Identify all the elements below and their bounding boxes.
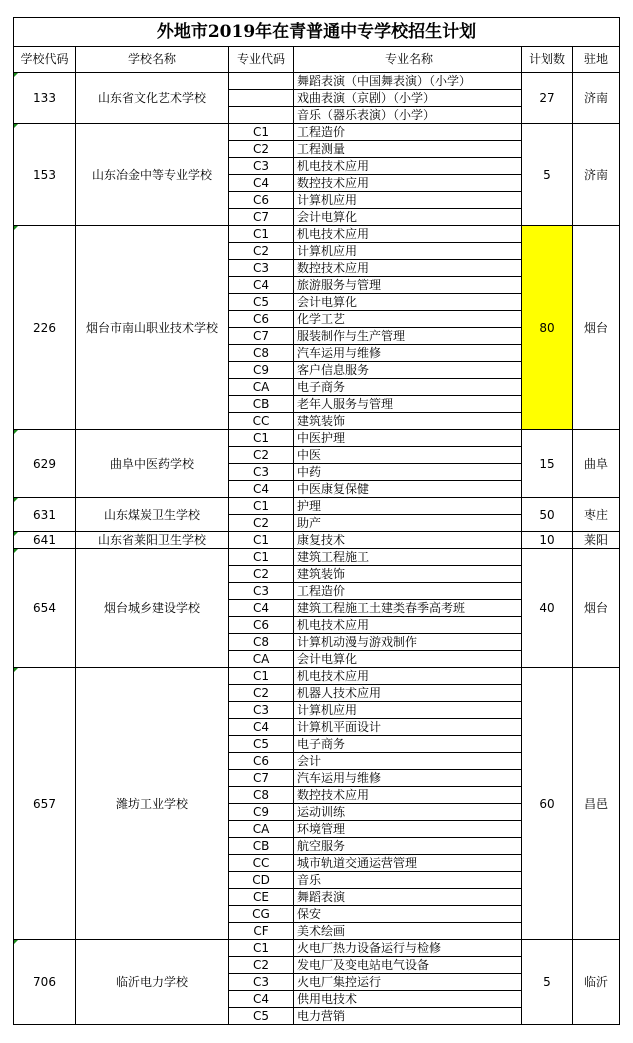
major-name-cell: 旅游服务与管理 [294, 277, 522, 294]
major-name-cell: 数控技术应用 [294, 787, 522, 804]
major-code-cell [229, 90, 294, 107]
school-code-cell: 654 [14, 549, 76, 668]
major-name-cell: 建筑工程施工土建类春季高考班 [294, 600, 522, 617]
header-location: 驻地 [573, 47, 620, 73]
major-code-cell: C1 [229, 124, 294, 141]
major-name-cell: 计算机应用 [294, 702, 522, 719]
major-name-cell: 保安 [294, 906, 522, 923]
major-name-cell: 建筑装饰 [294, 566, 522, 583]
major-name-cell: 服装制作与生产管理 [294, 328, 522, 345]
major-code-cell: C1 [229, 549, 294, 566]
major-code-cell: CB [229, 396, 294, 413]
location-cell: 曲阜 [573, 430, 620, 498]
major-name-cell: 运动训练 [294, 804, 522, 821]
header-major-name: 专业名称 [294, 47, 522, 73]
table-row [14, 430, 620, 447]
major-name-cell: 建筑装饰 [294, 413, 522, 430]
title-row [14, 18, 620, 47]
major-code-cell: C9 [229, 362, 294, 379]
major-name-cell: 舞蹈表演（中国舞表演）（小学） [294, 73, 522, 90]
major-code-cell: CA [229, 651, 294, 668]
major-code-cell: C4 [229, 481, 294, 498]
major-name-cell: 美术绘画 [294, 923, 522, 940]
header-school-name: 学校名称 [76, 47, 229, 73]
school-name-cell: 山东煤炭卫生学校 [76, 498, 229, 532]
table-row [14, 73, 620, 90]
location-cell: 烟台 [573, 226, 620, 430]
major-name-cell: 环境管理 [294, 821, 522, 838]
major-name-cell: 会计电算化 [294, 294, 522, 311]
major-code-cell: C7 [229, 209, 294, 226]
major-name-cell: 机电技术应用 [294, 158, 522, 175]
major-name-cell: 数控技术应用 [294, 260, 522, 277]
major-name-cell: 火电厂集控运行 [294, 974, 522, 991]
major-name-cell: 中医 [294, 447, 522, 464]
header-plan-count: 计划数 [522, 47, 573, 73]
major-name-cell: 康复技术 [294, 532, 522, 549]
major-name-cell: 工程造价 [294, 583, 522, 600]
major-name-cell: 机器人技术应用 [294, 685, 522, 702]
school-code-cell: 657 [14, 668, 76, 940]
major-code-cell: C2 [229, 957, 294, 974]
major-code-cell: C6 [229, 192, 294, 209]
major-code-cell: CF [229, 923, 294, 940]
sheet-title: 外地市2019年在青普通中专学校招生计划 [14, 18, 620, 47]
major-name-cell: 中药 [294, 464, 522, 481]
major-code-cell [229, 73, 294, 90]
major-code-cell: C8 [229, 345, 294, 362]
major-name-cell: 机电技术应用 [294, 668, 522, 685]
major-name-cell: 戏曲表演（京剧）（小学） [294, 90, 522, 107]
plan-count-cell: 15 [522, 430, 573, 498]
plan-count-cell: 10 [522, 532, 573, 549]
major-code-cell: C4 [229, 719, 294, 736]
major-name-cell: 护理 [294, 498, 522, 515]
major-code-cell: C5 [229, 736, 294, 753]
major-code-cell: CC [229, 855, 294, 872]
major-code-cell: C2 [229, 685, 294, 702]
major-code-cell: C3 [229, 702, 294, 719]
major-code-cell: C5 [229, 1008, 294, 1025]
plan-count-cell: 27 [522, 73, 573, 124]
major-code-cell: C6 [229, 311, 294, 328]
major-code-cell: CG [229, 906, 294, 923]
plan-count-cell: 5 [522, 124, 573, 226]
major-code-cell: C2 [229, 243, 294, 260]
major-code-cell: C1 [229, 430, 294, 447]
major-name-cell: 机电技术应用 [294, 226, 522, 243]
major-code-cell: C6 [229, 753, 294, 770]
plan-count-cell: 60 [522, 668, 573, 940]
major-name-cell: 老年人服务与管理 [294, 396, 522, 413]
major-name-cell: 汽车运用与维修 [294, 770, 522, 787]
major-name-cell: 会计电算化 [294, 209, 522, 226]
school-code-cell: 226 [14, 226, 76, 430]
major-code-cell: C2 [229, 566, 294, 583]
major-name-cell: 火电厂热力设备运行与检修 [294, 940, 522, 957]
major-name-cell: 工程造价 [294, 124, 522, 141]
table-row [14, 668, 620, 685]
major-code-cell: C1 [229, 498, 294, 515]
table-row [14, 532, 620, 549]
school-code-cell: 641 [14, 532, 76, 549]
major-code-cell: CA [229, 821, 294, 838]
major-name-cell: 汽车运用与维修 [294, 345, 522, 362]
school-name-cell: 烟台城乡建设学校 [76, 549, 229, 668]
major-name-cell: 计算机平面设计 [294, 719, 522, 736]
major-name-cell: 建筑工程施工 [294, 549, 522, 566]
table-row [14, 549, 620, 566]
major-name-cell: 会计电算化 [294, 651, 522, 668]
school-name-cell: 临沂电力学校 [76, 940, 229, 1025]
major-code-cell: CC [229, 413, 294, 430]
major-name-cell: 数控技术应用 [294, 175, 522, 192]
major-code-cell: C3 [229, 260, 294, 277]
major-code-cell: C3 [229, 158, 294, 175]
major-code-cell: C4 [229, 175, 294, 192]
major-code-cell: C1 [229, 940, 294, 957]
major-code-cell: C3 [229, 974, 294, 991]
major-name-cell: 计算机应用 [294, 243, 522, 260]
major-name-cell: 电子商务 [294, 379, 522, 396]
header-row [14, 47, 620, 73]
major-code-cell: C1 [229, 226, 294, 243]
major-name-cell: 化学工艺 [294, 311, 522, 328]
major-code-cell: CE [229, 889, 294, 906]
table-row [14, 940, 620, 957]
major-code-cell: C4 [229, 277, 294, 294]
major-code-cell: C6 [229, 617, 294, 634]
major-code-cell: C1 [229, 532, 294, 549]
major-name-cell: 供用电技术 [294, 991, 522, 1008]
major-name-cell: 城市轨道交通运营管理 [294, 855, 522, 872]
location-cell: 临沂 [573, 940, 620, 1025]
plan-count-cell: 5 [522, 940, 573, 1025]
major-name-cell: 航空服务 [294, 838, 522, 855]
major-name-cell: 计算机应用 [294, 192, 522, 209]
school-name-cell: 烟台市南山职业技术学校 [76, 226, 229, 430]
major-name-cell: 发电厂及变电站电气设备 [294, 957, 522, 974]
major-name-cell: 工程测量 [294, 141, 522, 158]
major-name-cell: 会计 [294, 753, 522, 770]
major-code-cell: C2 [229, 447, 294, 464]
major-name-cell: 中医护理 [294, 430, 522, 447]
major-code-cell: C9 [229, 804, 294, 821]
major-code-cell: C2 [229, 515, 294, 532]
school-name-cell: 山东省莱阳卫生学校 [76, 532, 229, 549]
major-name-cell: 助产 [294, 515, 522, 532]
major-code-cell: C3 [229, 464, 294, 481]
location-cell: 烟台 [573, 549, 620, 668]
school-name-cell: 曲阜中医药学校 [76, 430, 229, 498]
location-cell: 济南 [573, 73, 620, 124]
table-row [14, 124, 620, 141]
major-name-cell: 计算机动漫与游戏制作 [294, 634, 522, 651]
table-row [14, 226, 620, 243]
school-code-cell: 706 [14, 940, 76, 1025]
location-cell: 昌邑 [573, 668, 620, 940]
header-major-code: 专业代码 [229, 47, 294, 73]
major-code-cell: C4 [229, 600, 294, 617]
major-name-cell: 音乐（器乐表演）（小学） [294, 107, 522, 124]
major-code-cell [229, 107, 294, 124]
major-name-cell: 客户信息服务 [294, 362, 522, 379]
major-code-cell: C7 [229, 770, 294, 787]
location-cell: 莱阳 [573, 532, 620, 549]
table-row [14, 498, 620, 515]
plan-count-cell: 40 [522, 549, 573, 668]
major-code-cell: CB [229, 838, 294, 855]
major-name-cell: 电子商务 [294, 736, 522, 753]
major-code-cell: C8 [229, 787, 294, 804]
school-code-cell: 153 [14, 124, 76, 226]
location-cell: 枣庄 [573, 498, 620, 532]
school-code-cell: 629 [14, 430, 76, 498]
major-code-cell: C4 [229, 991, 294, 1008]
major-code-cell: C1 [229, 668, 294, 685]
major-name-cell: 中医康复保健 [294, 481, 522, 498]
school-name-cell: 山东冶金中等专业学校 [76, 124, 229, 226]
location-cell: 济南 [573, 124, 620, 226]
major-code-cell: CD [229, 872, 294, 889]
school-name-cell: 潍坊工业学校 [76, 668, 229, 940]
school-code-cell: 631 [14, 498, 76, 532]
plan-count-cell: 80 [522, 226, 573, 430]
major-code-cell: C5 [229, 294, 294, 311]
major-name-cell: 音乐 [294, 872, 522, 889]
major-code-cell: C8 [229, 634, 294, 651]
major-code-cell: C3 [229, 583, 294, 600]
major-code-cell: CA [229, 379, 294, 396]
school-name-cell: 山东省文化艺术学校 [76, 73, 229, 124]
header-school-code: 学校代码 [14, 47, 76, 73]
plan-count-cell: 50 [522, 498, 573, 532]
major-code-cell: C2 [229, 141, 294, 158]
major-name-cell: 电力营销 [294, 1008, 522, 1025]
major-code-cell: C7 [229, 328, 294, 345]
enrollment-plan-table [13, 17, 620, 1025]
major-name-cell: 舞蹈表演 [294, 889, 522, 906]
school-code-cell: 133 [14, 73, 76, 124]
major-name-cell: 机电技术应用 [294, 617, 522, 634]
